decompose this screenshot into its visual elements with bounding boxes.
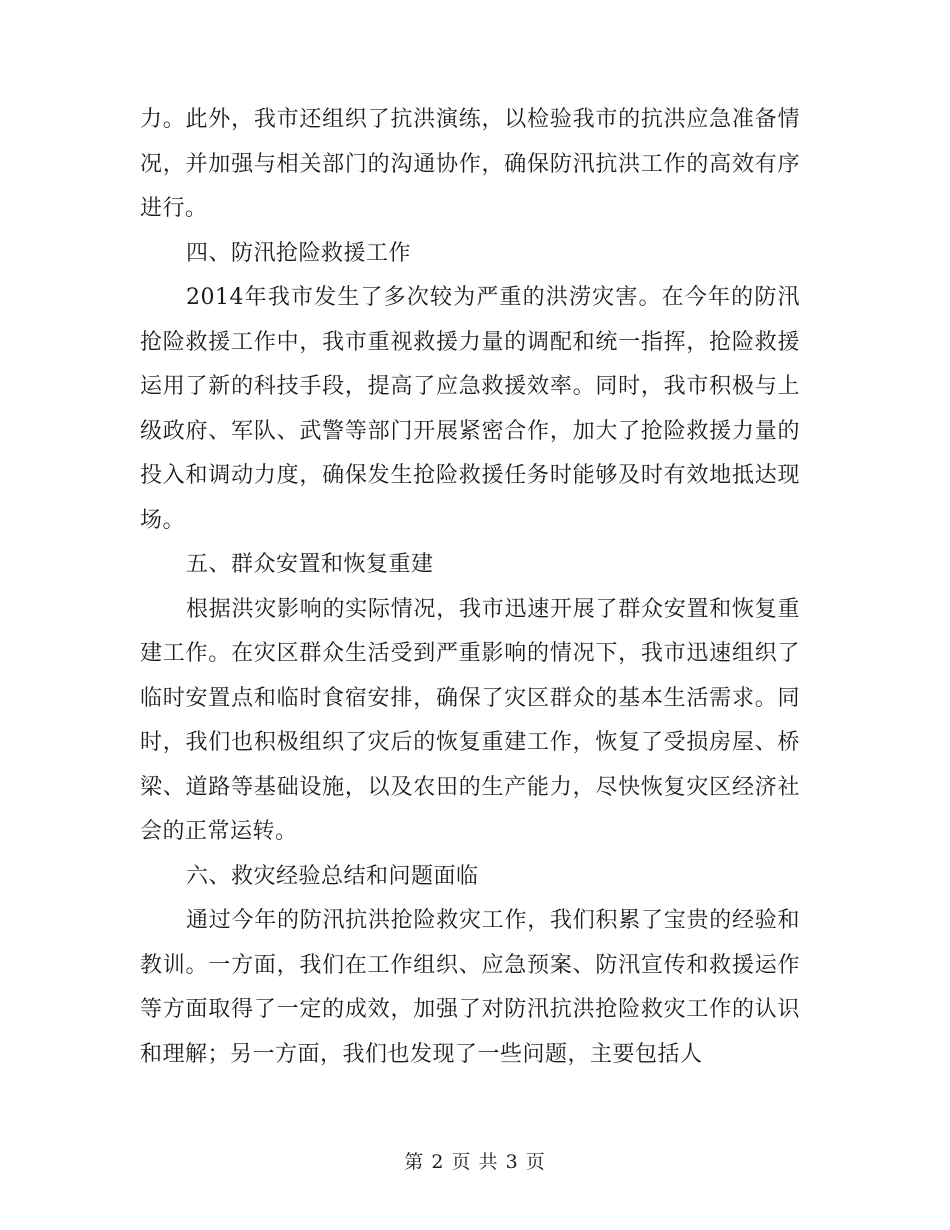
section-heading-summary: 六、救灾经验总结和问题面临 (186, 863, 479, 889)
section-heading-resettlement: 五、群众安置和恢复重建 (186, 552, 434, 577)
footer-page-label: 页 (451, 1151, 472, 1173)
footer-prefix: 第 (404, 1151, 425, 1173)
footer-suffix: 页 (525, 1151, 546, 1173)
paragraph-continuation: 力。此外，我市还组织了抗洪演练，以检验我市的抗洪应急准备情况，并加强与相关部门的沟通协作，确保防汛抗洪工作的高效有序进行。 (140, 107, 800, 221)
footer-total-label: 共 (478, 1151, 499, 1173)
paragraph-summary: 通过今年的防汛抗洪抢险救灾工作，我们积累了宝贵的经验和教训。一方面，我们在工作组织、应急预案、防汛宣传和救援运作等方面取得了一定的成效，加强了对防汛抗洪抢险救灾工作的认识和理解；另一方面，我们也发现了一些问题，主要包括人 (140, 908, 800, 1067)
paragraph-rescue: 2014年我市发生了多次较为严重的洪涝灾害。在今年的防汛抢险救援工作中，我市重视救援力量的调配和统一指挥，抢险救援运用了新的科技手段，提高了应急救援效率。同时，我市积极与上级政府、军队、武警等部门开展紧密合作，加大了抢险救援力量的投入和调动力度，确保发生抢险救援任务时能够及时有效地抵达现场。 (140, 285, 800, 533)
footer-total-pages: 3 (505, 1151, 519, 1173)
document-body (140, 98, 800, 1077)
page-footer (0, 1147, 950, 1174)
footer-current-page: 2 (431, 1151, 445, 1173)
paragraph-resettlement: 根据洪灾影响的实际情况，我市迅速开展了群众安置和恢复重建工作。在灾区群众生活受到严重影响的情况下，我市迅速组织了临时安置点和临时食宿安排，确保了灾区群众的基本生活需求。同时，我们也积极组织了灾后的恢复重建工作，恢复了受损房屋、桥梁、道路等基础设施，以及农田的生产能力，尽快恢复灾区经济社会的正常运转。 (140, 596, 800, 844)
section-heading-rescue: 四、防汛抢险救援工作 (186, 240, 412, 266)
